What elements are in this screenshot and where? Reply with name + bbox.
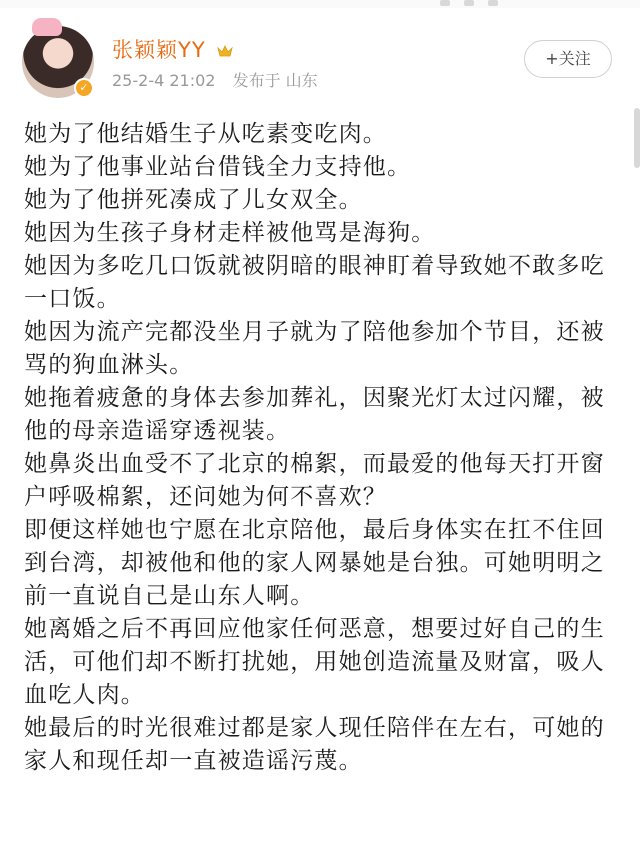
crown-icon [217, 44, 233, 58]
pig-ears-decoration-icon [32, 18, 62, 36]
paragraph: 她为了他结婚生子从吃素变吃肉。 [24, 121, 387, 147]
post-meta [112, 68, 330, 91]
username-text: 张颖颖YY [112, 38, 206, 62]
paragraph: 她最后的时光很难过都是家人现任陪伴在左右，可她的家人和现任却一直被造谣污蔑。 [24, 715, 605, 774]
toolbar-icon [488, 0, 498, 6]
paragraph: 她离婚之后不再回应他家任何恶意，想要过好自己的生活，可他们却不断打扰她，用她创造流量及财富，吸人血吃人肉。 [24, 616, 605, 708]
avatar[interactable] [22, 26, 94, 98]
verified-badge-icon: ✓ [74, 78, 94, 98]
paragraph: 她拖着疲惫的身体去参加葬礼，因聚光灯太过闪耀，被他的母亲造谣穿透视装。 [24, 385, 605, 444]
toolbar-icon [464, 0, 474, 6]
post-body [24, 118, 618, 778]
username[interactable] [112, 34, 233, 64]
scrollbar[interactable] [634, 108, 640, 168]
paragraph: 她为了他事业站台借钱全力支持他。 [24, 154, 412, 180]
paragraph: 她因为多吃几口饭就被阴暗的眼神盯着导致她不敢多吃一口饭。 [24, 253, 605, 312]
post-date: 25-2-4 21:02 [112, 71, 216, 90]
paragraph: 她鼻炎出血受不了北京的棉絮，而最爱的他每天打开窗户呼吸棉絮，还问她为何不喜欢？ [24, 451, 605, 510]
paragraph: 她因为流产完都没坐月子就为了陪他参加个节目，还被骂的狗血淋头。 [24, 319, 605, 378]
top-toolbar-fragments [440, 0, 498, 6]
post-location: 发布于 山东 [232, 71, 318, 90]
post-header [0, 8, 640, 108]
follow-button[interactable]: +关注 [524, 40, 612, 78]
paragraph: 她为了他拼死凑成了儿女双全。 [24, 187, 363, 213]
paragraph: 即便这样她也宁愿在北京陪他，最后身体实在扛不住回到台湾，却被他和他的家人网暴她是台独。可她明明之前一直说自己是山东人啊。 [24, 517, 605, 609]
top-strip [0, 0, 640, 8]
toolbar-icon [440, 0, 450, 6]
paragraph: 她因为生孩子身材走样被他骂是海狗。 [24, 220, 436, 246]
